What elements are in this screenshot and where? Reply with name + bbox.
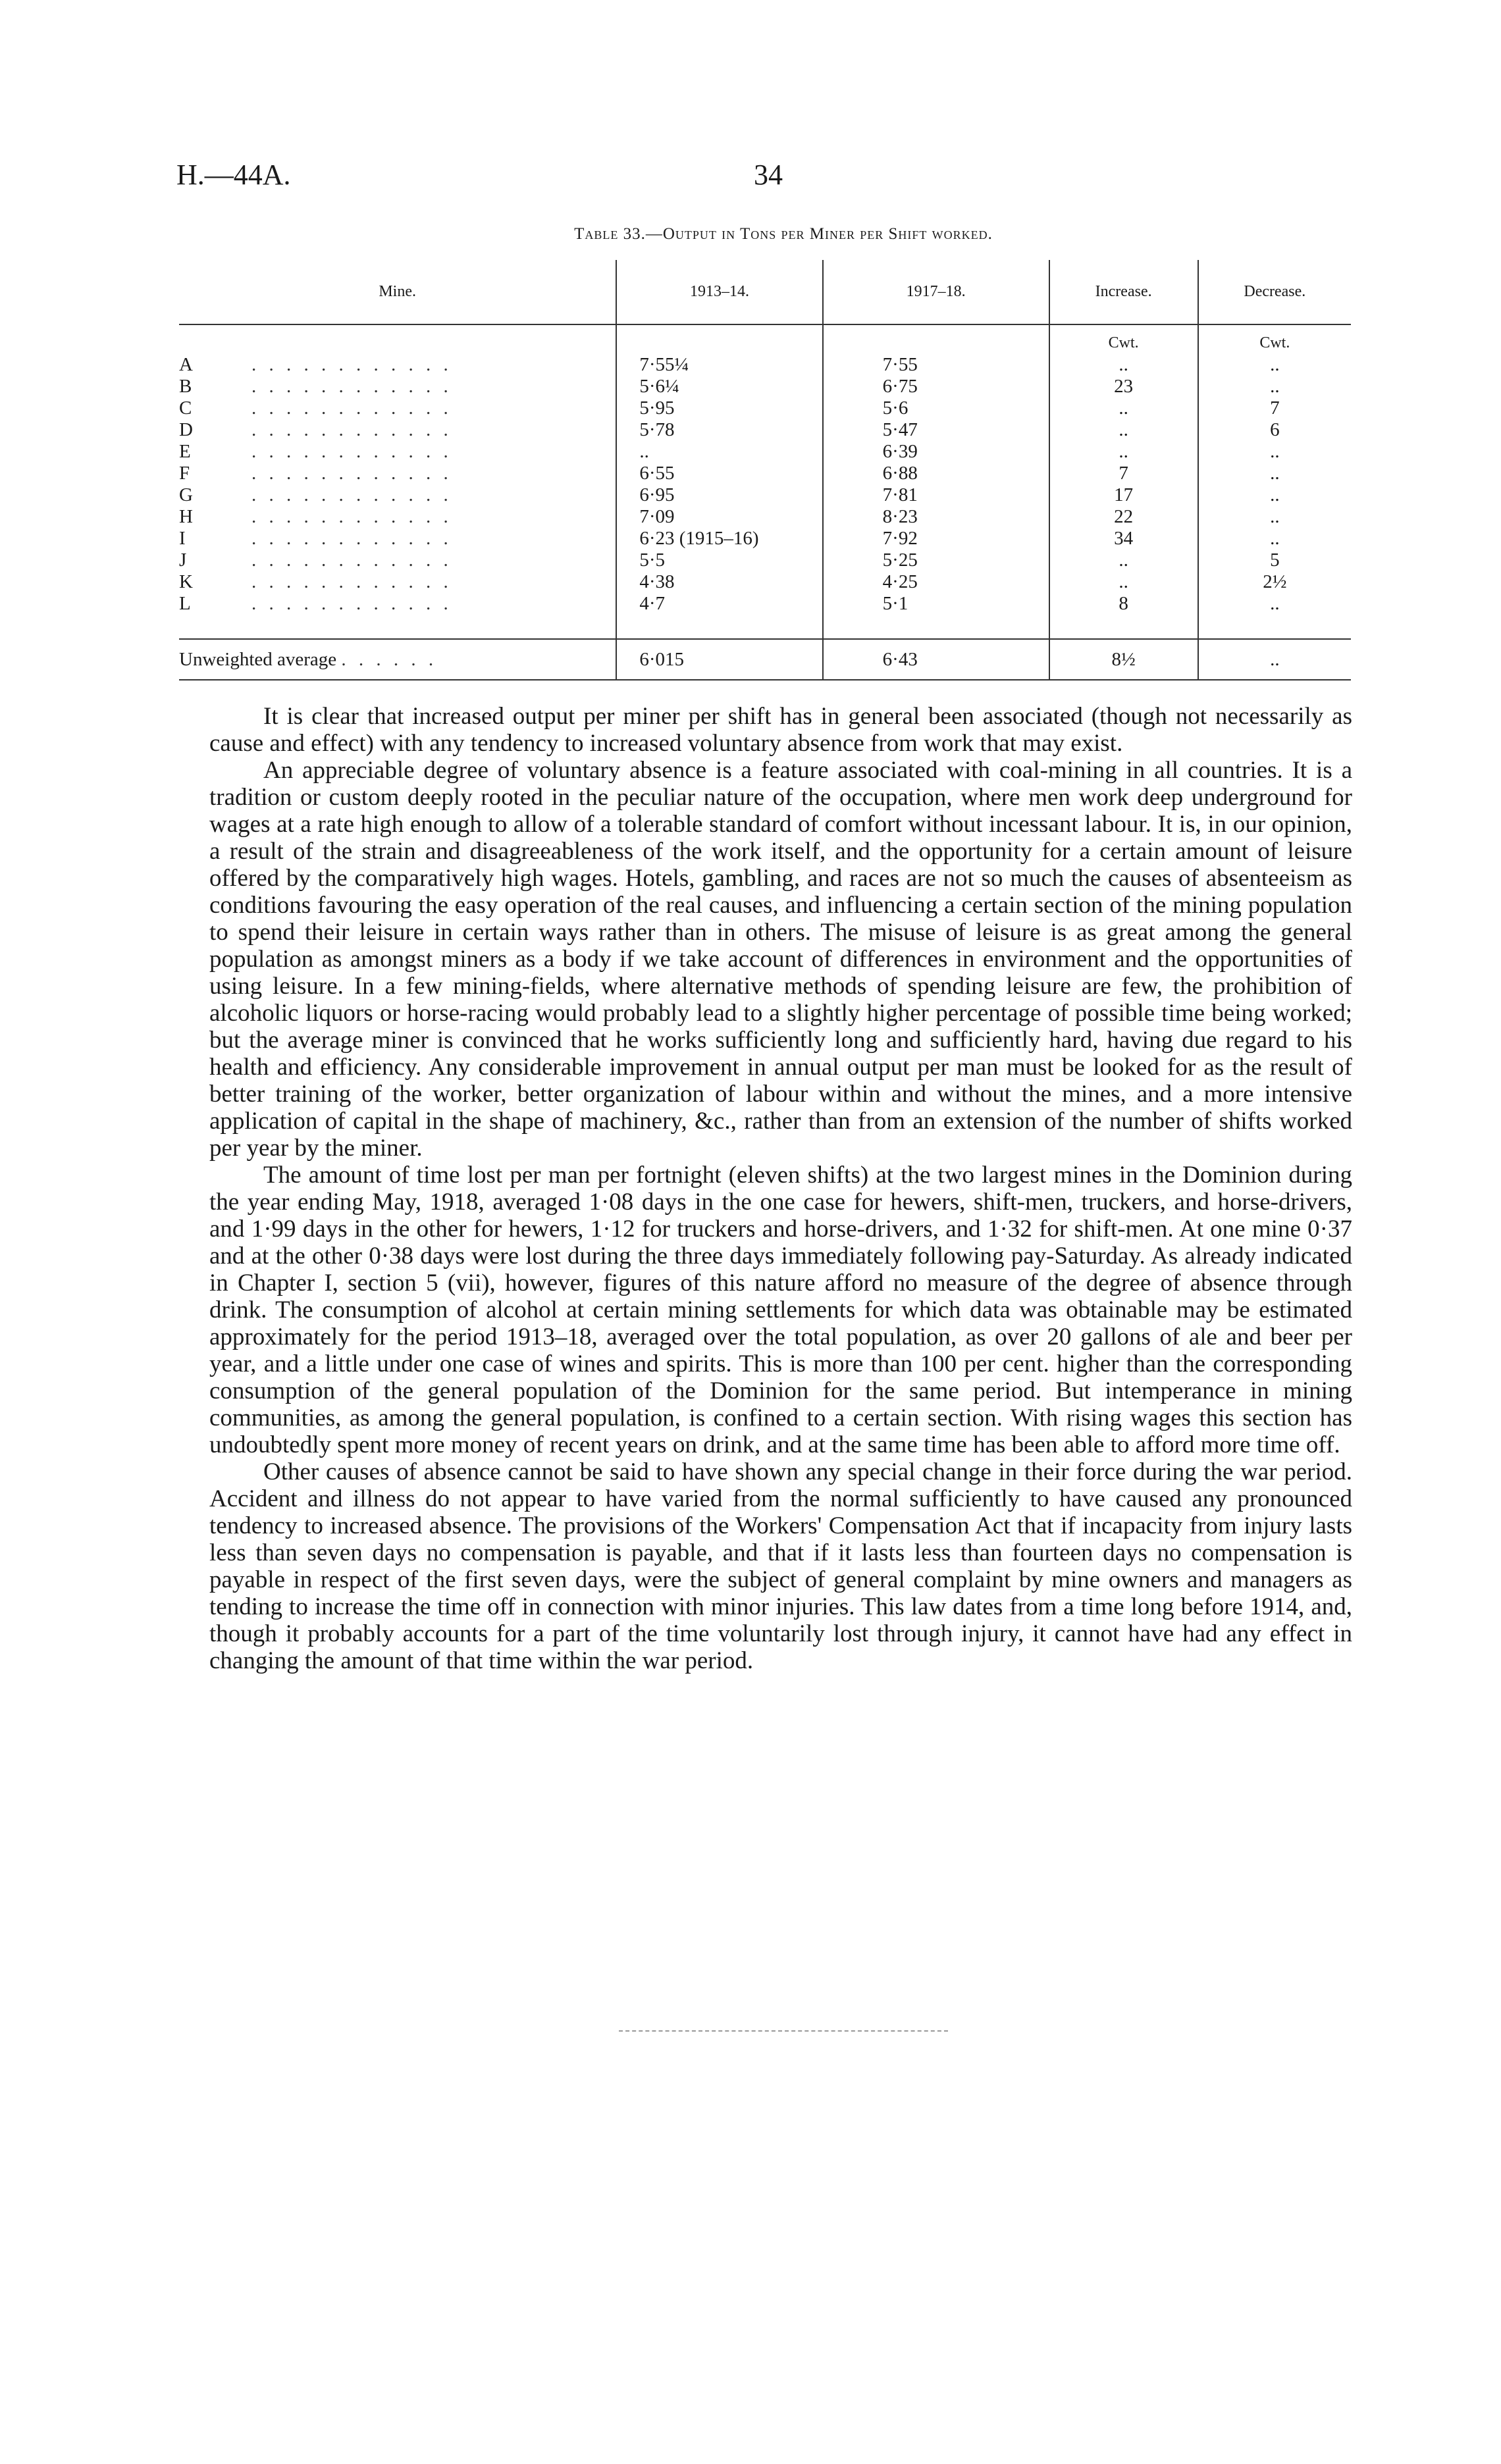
row-leaders: . . . . . . . . . . . . [251, 441, 452, 462]
value-1913: 5·6¼ [616, 376, 822, 398]
column-header-increase: Increase. [1049, 260, 1198, 324]
mine-cell [179, 571, 616, 593]
table-row [179, 441, 1351, 463]
value-1917: 7·55 [823, 354, 1049, 376]
value-decrease: .. [1198, 484, 1351, 506]
table-row [179, 354, 1351, 376]
paragraph: It is clear that increased output per miner per shift has in general been associated (though not necessarily as cause and effect) with any tendency to increased voluntary absence from work that may exist. [209, 703, 1352, 757]
mine-cell [179, 528, 616, 550]
value-increase: 23 [1049, 376, 1198, 398]
column-header-1913: 1913–14. [616, 260, 822, 324]
mine-cell [179, 419, 616, 441]
row-leaders: . . . . . . . . . . . . [251, 419, 452, 440]
table-row [179, 593, 1351, 615]
value-increase: .. [1049, 441, 1198, 463]
mine-letter: C [179, 398, 192, 419]
row-leaders: . . . . . . . . . . . . [251, 484, 452, 505]
mine-letter: E [179, 441, 191, 462]
mine-letter: H [179, 506, 193, 527]
value-1913: 5·95 [616, 398, 822, 419]
value-decrease: 7 [1198, 398, 1351, 419]
row-leaders: . . . . . . . . . . . . [251, 550, 452, 571]
row-leaders: . . . . . . . . . . . . [251, 398, 452, 419]
average-label: Unweighted average [179, 648, 337, 670]
mine-letter: F [179, 463, 190, 484]
average-leaders: . . . . . . [341, 648, 438, 670]
mine-cell [179, 463, 616, 484]
average-1917: 6·43 [823, 639, 1049, 680]
row-leaders: . . . . . . . . . . . . [251, 376, 452, 397]
row-leaders: . . . . . . . . . . . . [251, 528, 452, 549]
value-increase: .. [1049, 550, 1198, 571]
mine-cell [179, 441, 616, 463]
value-1917: 5·25 [823, 550, 1049, 571]
value-decrease: 2½ [1198, 571, 1351, 593]
document-code: H.—44A. [176, 159, 291, 191]
mine-cell [179, 484, 616, 506]
table-row [179, 419, 1351, 441]
value-1917: 7·92 [823, 528, 1049, 550]
value-increase: 7 [1049, 463, 1198, 484]
value-increase: .. [1049, 419, 1198, 441]
mine-cell [179, 550, 616, 571]
value-1913: 7·09 [616, 506, 822, 528]
units-row [179, 324, 1351, 354]
row-leaders: . . . . . . . . . . . . [251, 571, 452, 592]
mine-letter: L [179, 593, 191, 614]
value-1913: 4·38 [616, 571, 822, 593]
value-decrease: .. [1198, 463, 1351, 484]
value-1913: 5·78 [616, 419, 822, 441]
table-header-row [179, 260, 1351, 324]
paragraph: The amount of time lost per man per fortnight (eleven shifts) at the two largest mines in the Dominion during the year ending May, 1918, averaged 1·08 days in the one case for hewers, shift-men, truckers, and horse-drivers, and 1·99 days in the other for hewers, 1·12 for truckers and horse-drivers, and 1·32 for shift-men. At one mine 0·37 and at the other 0·38 days were lost during the three days immediately following pay-Saturday. As already indicated in Chapter I, section 5 (vii), however, figures of this nature afford no measure of the degree of absence through drink. The consumption of alcohol at certain mining settlements for which data was obtainable may be estimated approximately for the period 1913–18, averaged over the total population, as over 20 gallons of ale and beer per year, and a little under one case of wines and spirits. This is more than 100 per cent. higher than the corresponding consumption of the general population of the Dominion for the same period. But intemperance in mining communities, as among the general population, is confined to a certain section. With rising wages this section has undoubtedly spent more money of recent years on drink, and at the same time has been able to afford more time off. [209, 1162, 1352, 1458]
output-table-container [179, 260, 1351, 680]
paragraph: Other causes of absence cannot be said to have shown any special change in their force during the war period. Accident and illness do not appear to have varied from the normal sufficiently to have caused any pronounced tendency to increased absence. The provisions of the Workers' Compensation Act that if incapacity from injury lasts less than seven days no compensation is payable, and that if it lasts less than fourteen days no compensation is payable in respect of the first seven days, were the subject of general complaint by mine owners and managers as tending to increase the time off in connection with minor injuries. This law dates from a time long before 1914, and, though it probably accounts for a part of the time voluntarily lost through injury, it cannot have had any effect in changing the amount of that time within the war period. [209, 1458, 1352, 1674]
value-1917: 7·81 [823, 484, 1049, 506]
table-row [179, 484, 1351, 506]
mine-cell [179, 593, 616, 615]
table-caption: Table 33.—Output in Tons per Miner per Shift worked. [574, 225, 993, 243]
value-1917: 4·25 [823, 571, 1049, 593]
paragraph: An appreciable degree of voluntary absence is a feature associated with coal-mining in all countries. It is a tradition or custom deeply rooted in the peculiar nature of the occupation, where men work deep underground for wages at a rate high enough to allow of a tolerable standard of comfort without incessant labour. It is, in our opinion, a result of the strain and disagreeableness of the work itself, and the opportunity for a certain amount of leisure offered by the comparatively high wages. Hotels, gambling, and races are not so much the causes of absenteeism as conditions favouring the easy operation of the real causes, and influencing a certain section of the mining population to spend their leisure in certain ways rather than in others. The misuse of leisure is as great among the general population as amongst miners as a body if we take account of differences in environment and the opportunities of using leisure. In a few mining-fields, where alternative methods of spending leisure are few, the prohibition of alcoholic liquors or horse-racing would probably lead to a slightly higher percentage of possible time being worked; but the average miner is convinced that he works sufficiently long and sufficiently hard, having due regard to his health and efficiency. Any considerable improvement in annual output per man must be looked for as the result of better training of the worker, better organization of labour within and without the mines, and a more intensive application of capital in the shape of machinery, &c., rather than from an extension of the number of shifts worked per year by the miner. [209, 757, 1352, 1162]
value-decrease: .. [1198, 506, 1351, 528]
value-increase: .. [1049, 354, 1198, 376]
value-1917: 5·6 [823, 398, 1049, 419]
mine-letter: I [179, 528, 186, 549]
row-leaders: . . . . . . . . . . . . [251, 506, 452, 527]
row-leaders: . . . . . . . . . . . . [251, 463, 452, 484]
mine-letter: J [179, 550, 187, 571]
value-decrease: .. [1198, 354, 1351, 376]
unit-decrease: Cwt. [1198, 324, 1351, 354]
table-row [179, 463, 1351, 484]
value-increase: .. [1049, 398, 1198, 419]
table-row [179, 376, 1351, 398]
mine-letter: D [179, 419, 193, 440]
average-row [179, 639, 1351, 680]
value-decrease: .. [1198, 376, 1351, 398]
spacer-row [179, 615, 1351, 639]
value-1913: 6·95 [616, 484, 822, 506]
average-1913: 6·015 [616, 639, 822, 680]
table-row [179, 506, 1351, 528]
column-header-decrease: Decrease. [1198, 260, 1351, 324]
value-1913: 4·7 [616, 593, 822, 615]
row-leaders: . . . . . . . . . . . . [251, 593, 452, 614]
mine-letter: K [179, 571, 193, 592]
value-increase: 8 [1049, 593, 1198, 615]
value-increase: 22 [1049, 506, 1198, 528]
column-header-mine: Mine. [179, 260, 616, 324]
body-text [209, 703, 1352, 1674]
output-table [179, 260, 1351, 680]
table-row [179, 528, 1351, 550]
table-row [179, 550, 1351, 571]
footer-rule [619, 2030, 948, 2032]
value-1917: 6·88 [823, 463, 1049, 484]
value-1913: 6·55 [616, 463, 822, 484]
value-increase: 17 [1049, 484, 1198, 506]
value-decrease: .. [1198, 441, 1351, 463]
average-increase: 8½ [1049, 639, 1198, 680]
value-decrease: 6 [1198, 419, 1351, 441]
value-decrease: .. [1198, 593, 1351, 615]
value-1917: 6·75 [823, 376, 1049, 398]
value-1917: 8·23 [823, 506, 1049, 528]
table-row [179, 398, 1351, 419]
value-increase: .. [1049, 571, 1198, 593]
average-decrease: .. [1198, 639, 1351, 680]
mine-letter: B [179, 376, 192, 397]
value-1913: 7·55¼ [616, 354, 822, 376]
value-1913: 6·23 (1915–16) [616, 528, 822, 550]
value-decrease: .. [1198, 528, 1351, 550]
mine-cell [179, 398, 616, 419]
average-label-cell [179, 639, 616, 680]
page-number: 34 [754, 159, 783, 191]
mine-cell [179, 376, 616, 398]
value-1913: 5·5 [616, 550, 822, 571]
mine-letter: A [179, 354, 193, 375]
unit-increase: Cwt. [1049, 324, 1198, 354]
mine-cell [179, 506, 616, 528]
value-decrease: 5 [1198, 550, 1351, 571]
mine-letter: G [179, 484, 193, 505]
value-increase: 34 [1049, 528, 1198, 550]
value-1917: 5·1 [823, 593, 1049, 615]
value-1913: .. [616, 441, 822, 463]
row-leaders: . . . . . . . . . . . . [251, 354, 452, 375]
value-1917: 6·39 [823, 441, 1049, 463]
value-1917: 5·47 [823, 419, 1049, 441]
mine-cell [179, 354, 616, 376]
table-row [179, 571, 1351, 593]
column-header-1917: 1917–18. [823, 260, 1049, 324]
